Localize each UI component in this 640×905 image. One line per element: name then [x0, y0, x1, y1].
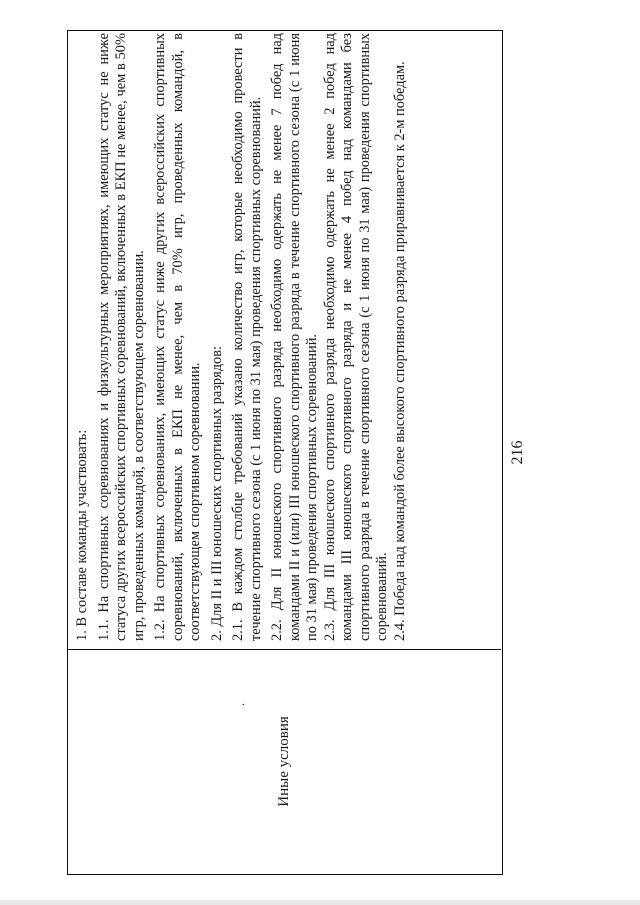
- stray-mark: .: [233, 703, 247, 706]
- paragraph: 2. Для II и III юношеских спортивных разрядов:: [208, 345, 225, 641]
- conditions-table: [67, 30, 503, 875]
- row-label: Иные условия: [276, 716, 292, 807]
- rotated-document: [67, 30, 526, 875]
- paragraph: 1.2. На спортивных соревнованиях, имеющих статус ниже других всероссийских спортивных соревнований, включенных в ЕКП не менее, чем в 70% игр, проведенных командой, в соответствующем спортивном соревновании.: [152, 33, 203, 641]
- paragraph: 1.1. На спортивных соревнованиях и физкультурных мероприятиях, имеющих статус не ниже статуса других всероссийских спортивных соревнований, включенных в ЕКП не менее, чем в 50% игр, проведенных командой, в соответствующем соревновании.: [95, 33, 147, 641]
- paragraph: 2.4. Победа над командой более высокого спортивного разряда приравнивается к 2-м победам.: [391, 61, 408, 641]
- paragraph: 1. В составе команды участвовать:: [74, 429, 90, 641]
- label-cell: [68, 649, 501, 874]
- paragraph: 2.2. Для II юношеского спортивного разряда необходимо одержать не менее 7 побед над командами II и (или) III юношеского спортивного разряда в течение спортивного сезона (с 1 июня по 31 мая) проведения спортивных соревнований.: [269, 33, 320, 641]
- content-cell: [74, 33, 499, 641]
- paragraph: 2.3. Для III юношеского спортивного разряда необходимо одержать не менее 2 побед над командами III юношеского спортивного разряда и не менее 4 побед над командами без спортивного разряда в течение спортивного сезона (с 1 июня по 31 мая) проведения спортивных соревнований.: [321, 33, 390, 641]
- paragraph: 2.1. В каждом столбце требований указано количество игр, которые необходимо провести в течение спортивного сезона (с 1 июня по 31 мая) проведения спортивных соревнований.: [230, 33, 264, 641]
- page-number: 216: [509, 440, 526, 465]
- scan-edge: [0, 900, 640, 905]
